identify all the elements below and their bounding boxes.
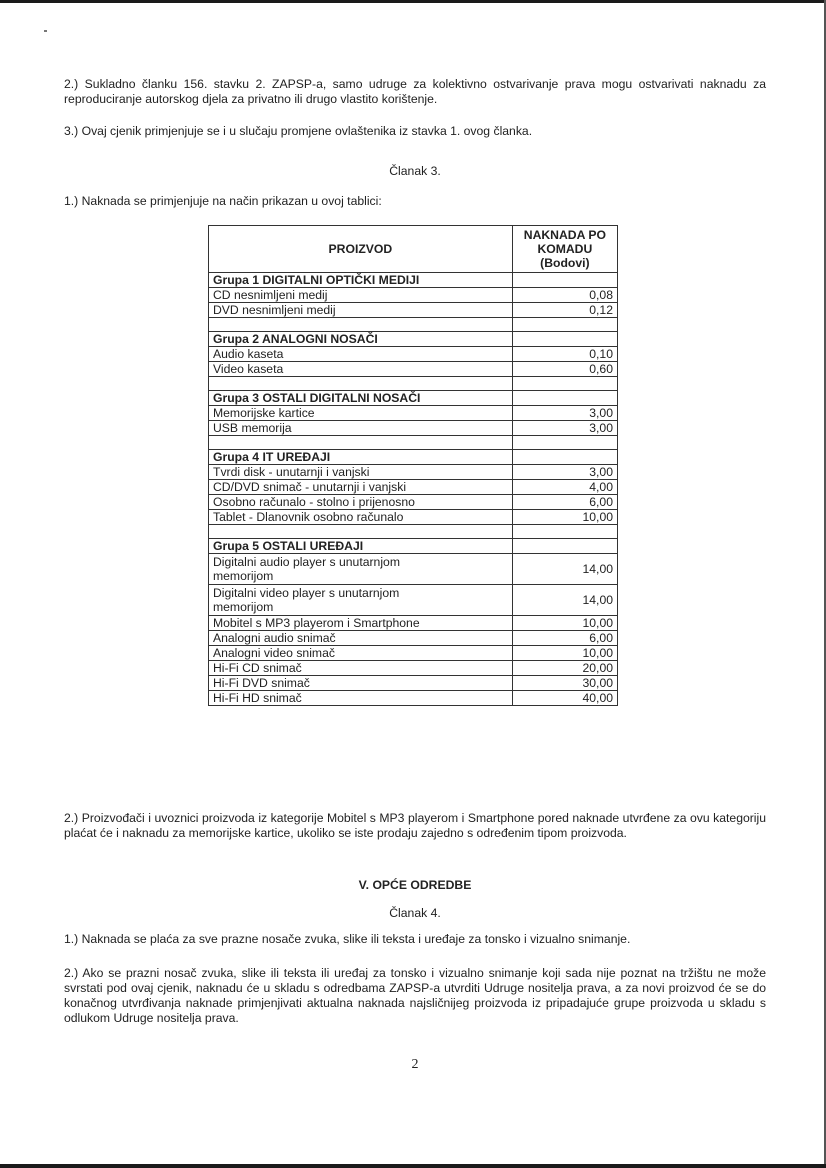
header-product: PROIZVOD [209, 226, 513, 273]
group-title: Grupa 3 OSTALI DIGITALNI NOSAČI [209, 391, 513, 406]
product-name: Tablet - Dlanovnik osobno računalo [209, 510, 513, 525]
spacer-row [209, 436, 618, 450]
table-row [209, 303, 618, 318]
article-3-heading: Članak 3. [389, 164, 441, 178]
fee-table [208, 225, 618, 706]
spacer-row [209, 525, 618, 539]
fee-value: 0,12 [512, 303, 617, 318]
group-row [209, 332, 618, 347]
product-name: USB memorija [209, 421, 513, 436]
table-row [209, 631, 618, 646]
fee-value: 0,10 [512, 347, 617, 362]
table-row [209, 288, 618, 303]
product-name: Hi-Fi CD snimač [209, 661, 513, 676]
table-row [209, 465, 618, 480]
product-name: Audio kaseta [209, 347, 513, 362]
fee-value: 40,00 [512, 691, 617, 706]
product-name: Video kaseta [209, 362, 513, 377]
fee-value: 10,00 [512, 646, 617, 661]
fee-value: 14,00 [512, 554, 617, 585]
table-row [209, 646, 618, 661]
table-row [209, 421, 618, 436]
table-row [209, 661, 618, 676]
fee-value: 3,00 [512, 421, 617, 436]
group-row [209, 273, 618, 288]
article-4-heading: Članak 4. [389, 906, 441, 920]
group-title: Grupa 4 IT UREĐAJI [209, 450, 513, 465]
article-3-paragraph-2: 2.) Proizvođači i uvoznici proizvoda iz kategorije Mobitel s MP3 playerom i Smartphone pored naknade utvrđene za ovu kategoriju plaćat će i naknadu za memorijske kartice, ukoliko se iste prodaju zajedno s određenim tipom proizvoda. [64, 811, 766, 840]
product-name: Memorijske kartice [209, 406, 513, 421]
group-title: Grupa 1 DIGITALNI OPTIČKI MEDIJI [209, 273, 513, 288]
product-name: Tvrdi disk - unutarnji i vanjski [209, 465, 513, 480]
fee-value: 4,00 [512, 480, 617, 495]
article-3-paragraph-1: 1.) Naknada se primjenjuje na način prikazan u ovoj tablici: [64, 194, 382, 208]
product-name: DVD nesnimljeni medij [209, 303, 513, 318]
spacer-row [209, 318, 618, 332]
product-name: Hi-Fi DVD snimač [209, 676, 513, 691]
table-row [209, 616, 618, 631]
product-name: CD nesnimljeni medij [209, 288, 513, 303]
table-row [209, 495, 618, 510]
article-4-paragraph-1: 1.) Naknada se plaća za sve prazne nosače zvuka, slike ili teksta i uređaje za tonsko i vizualno snimanje. [64, 932, 631, 946]
product-name: CD/DVD snimač - unutarnji i vanjski [209, 480, 513, 495]
fee-value: 10,00 [512, 510, 617, 525]
fee-value: 20,00 [512, 661, 617, 676]
product-name: Hi-Fi HD snimač [209, 691, 513, 706]
header-fee: NAKNADA PO KOMADU (Bodovi) [512, 226, 617, 273]
group-row [209, 450, 618, 465]
section-heading: V. OPĆE ODREDBE [358, 878, 472, 892]
fee-value: 0,08 [512, 288, 617, 303]
fee-value: 3,00 [512, 465, 617, 480]
scan-edge-bottom [0, 1164, 826, 1168]
paragraph-3: 3.) Ovaj cjenik primjenjuje se i u slučaju promjene ovlaštenika iz stavka 1. ovog članka. [64, 124, 533, 138]
table-row [209, 406, 618, 421]
group-row [209, 391, 618, 406]
product-name: Analogni video snimač [209, 646, 513, 661]
article-4-paragraph-2: 2.) Ako se prazni nosač zvuka, slike ili teksta ili uređaj za tonsko i vizualno snimanje koji sada nije poznat na tržištu ne može svrstati pod ovaj cjenik, naknadu će u skladu s odredbama ZAPSP-a utvrditi Udruge nositelja prava, a za novi proizvod će se do konačnog utvrđivanja naknade primjenjivati aktualna naknada najsličnijeg proizvoda iz pripadajuće grupe proizvoda u skladu s odlukom Udruge nositelja prava. [64, 966, 766, 1025]
fee-value: 10,00 [512, 616, 617, 631]
table-row [209, 585, 618, 616]
table-row [209, 362, 618, 377]
paragraph-2: 2.) Sukladno članku 156. stavku 2. ZAPSP-a, samo udruge za kolektivno ostvarivanje prava mogu ostvarivati naknadu za reproduciranje autorskog djela za privatno ili drugo vlastito korištenje. [64, 77, 766, 106]
fee-value: 3,00 [512, 406, 617, 421]
fee-value: 14,00 [512, 585, 617, 616]
product-name: Osobno računalo - stolno i prijenosno [209, 495, 513, 510]
table-row [209, 480, 618, 495]
scan-speck [44, 30, 47, 32]
page-number: 2 [411, 1057, 419, 1072]
fee-value: 30,00 [512, 676, 617, 691]
product-name: Digitalni audio player s unutarnjom memorijom [209, 554, 513, 585]
product-name: Digitalni video player s unutarnjom memorijom [209, 585, 513, 616]
group-title: Grupa 2 ANALOGNI NOSAČI [209, 332, 513, 347]
spacer-row [209, 377, 618, 391]
group-title: Grupa 5 OSTALI UREĐAJI [209, 539, 513, 554]
group-row [209, 539, 618, 554]
table-row [209, 510, 618, 525]
table-row [209, 676, 618, 691]
fee-value: 6,00 [512, 631, 617, 646]
table-row [209, 691, 618, 706]
product-name: Analogni audio snimač [209, 631, 513, 646]
scan-edge-top [0, 0, 826, 3]
product-name: Mobitel s MP3 playerom i Smartphone [209, 616, 513, 631]
table-row [209, 554, 618, 585]
fee-value: 6,00 [512, 495, 617, 510]
table-row [209, 347, 618, 362]
fee-value: 0,60 [512, 362, 617, 377]
